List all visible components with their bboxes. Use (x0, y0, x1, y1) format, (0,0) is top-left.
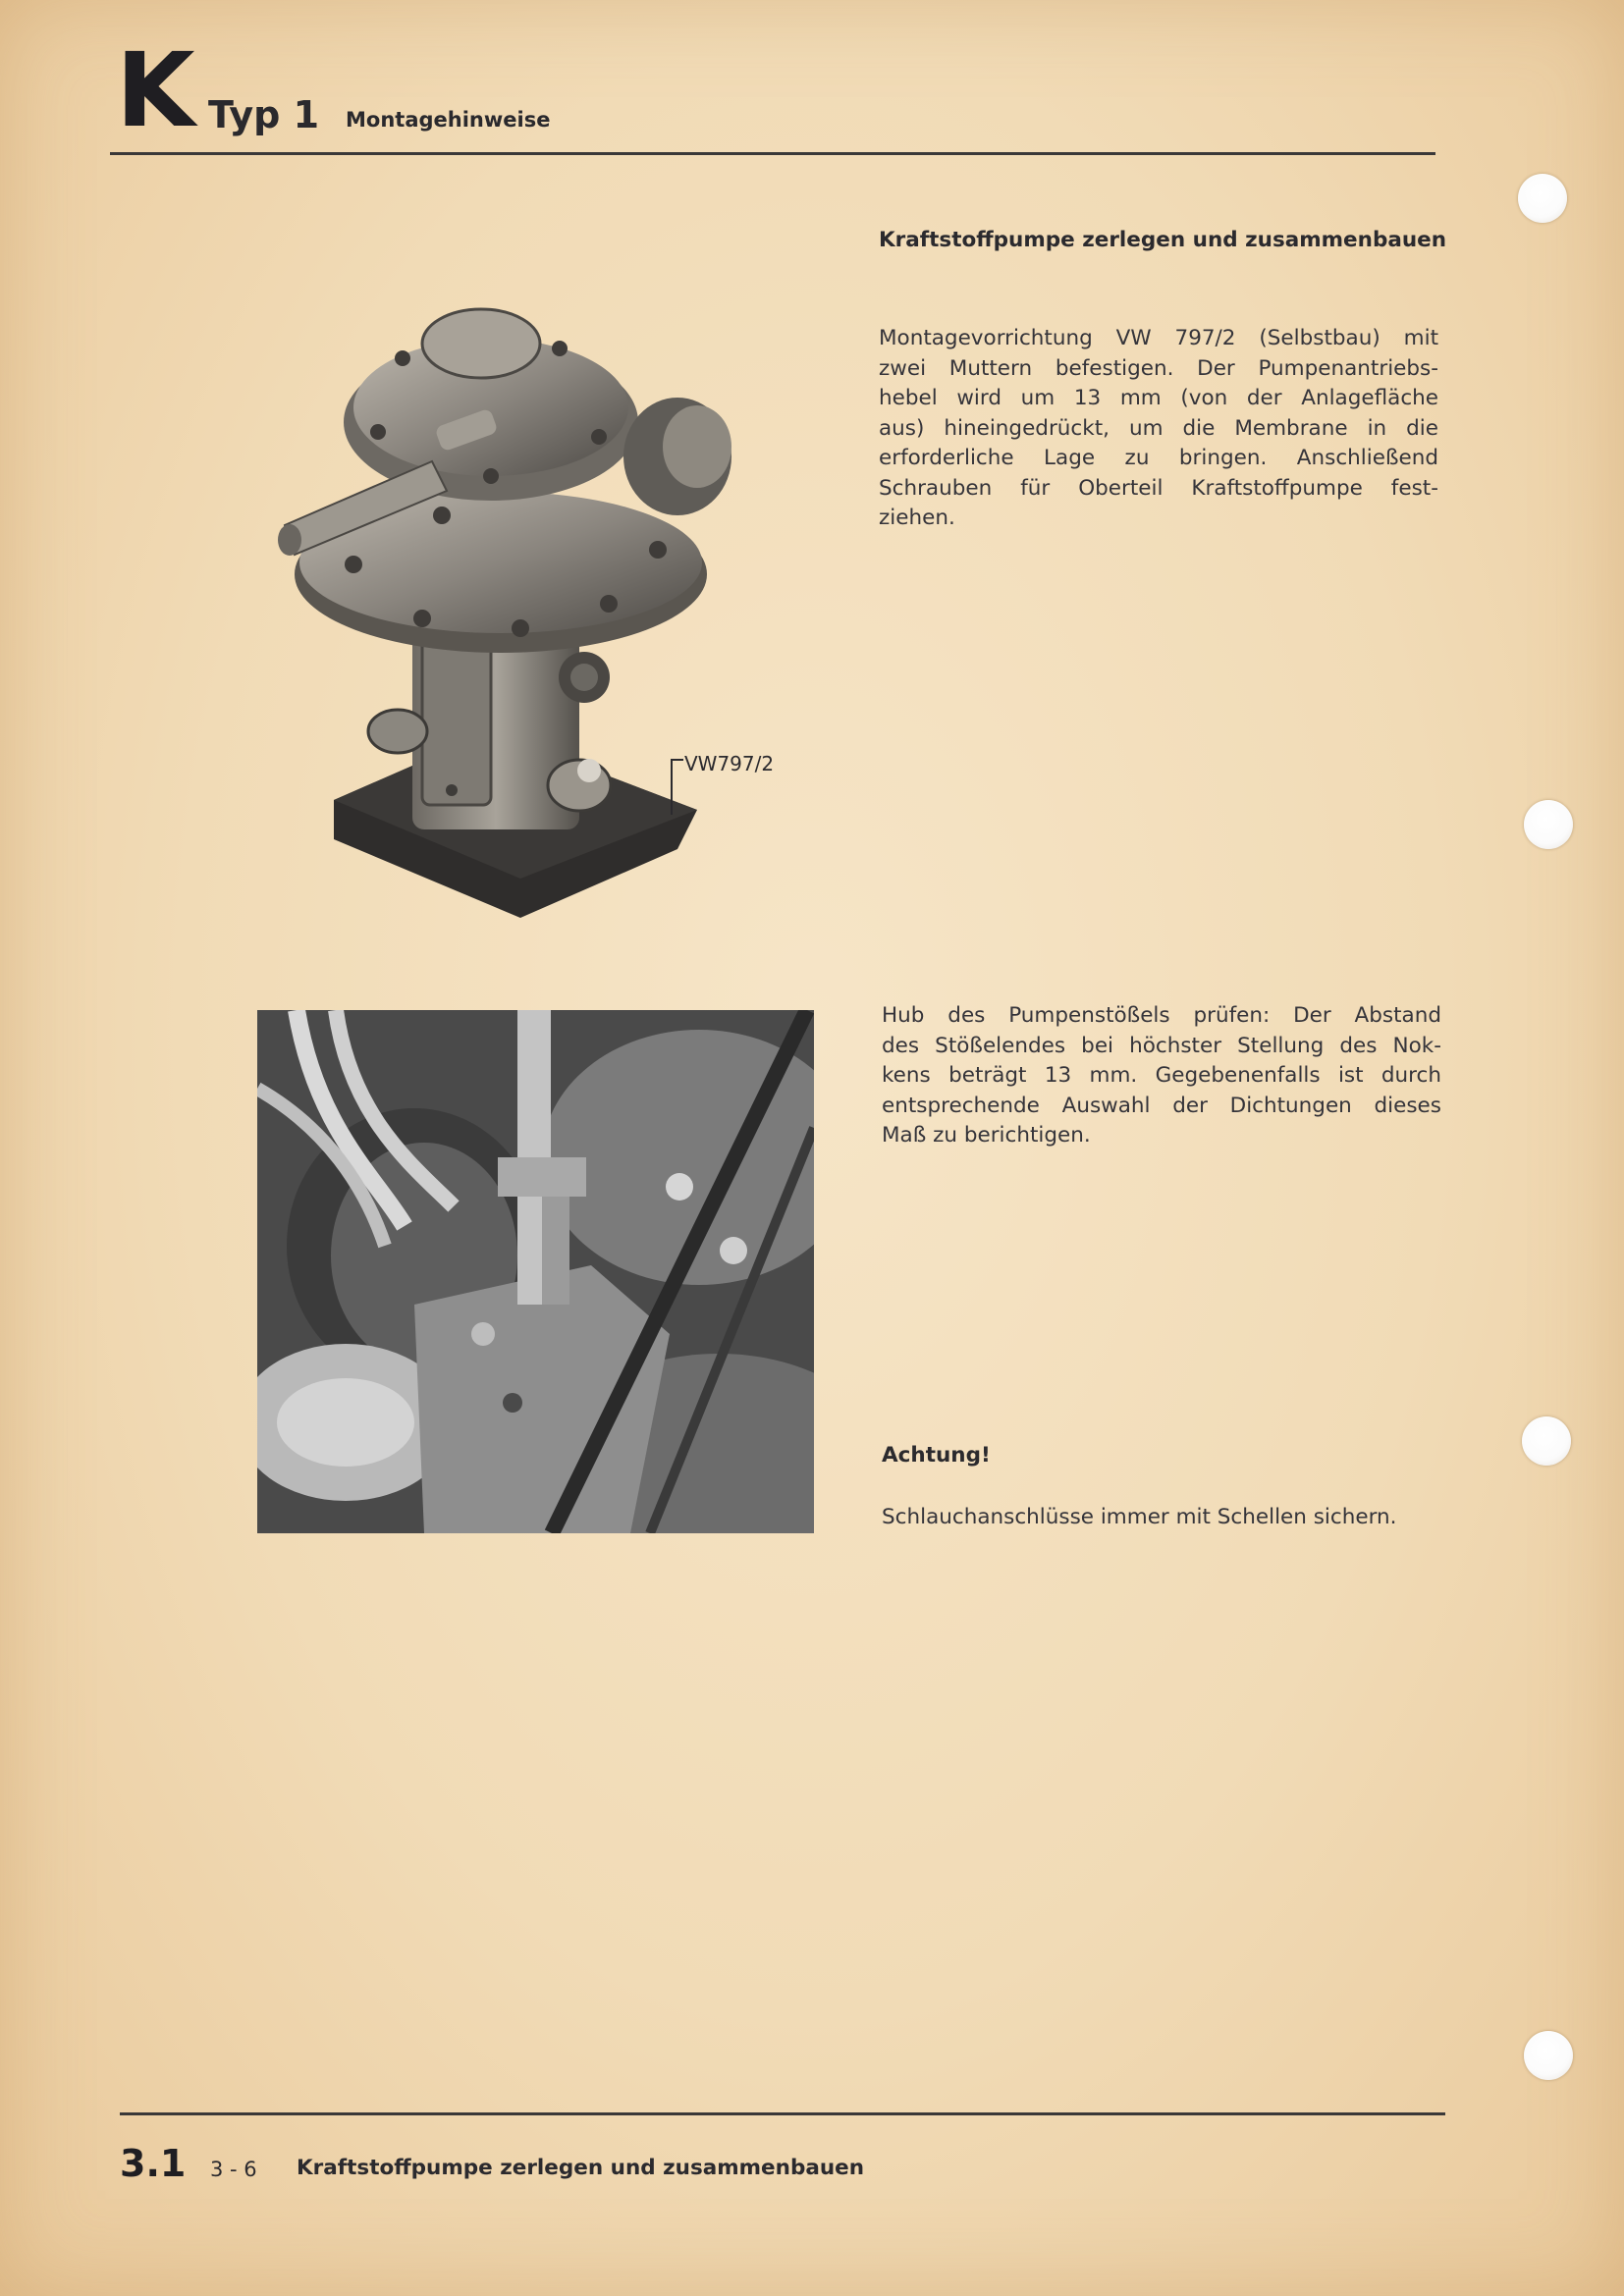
fixture-callout: VW797/2 (684, 752, 775, 775)
warning-text: Schlauchanschlüsse immer mit Schellen sichern. (882, 1505, 1397, 1529)
section-title: Kraftstoffpumpe zerlegen und zusammenbauen (879, 228, 1447, 252)
warning-title: Achtung! (882, 1443, 991, 1468)
footer-title: Kraftstoffpumpe zerlegen und zusammenbauen (297, 2156, 865, 2180)
pushrod-measurement-photo (257, 1010, 814, 1533)
paragraph-line: zwei Muttern befestigen. Der Pumpenantriebs- (879, 355, 1438, 381)
punch-hole-1 (1518, 174, 1567, 223)
vehicle-type: Typ 1 (208, 93, 320, 136)
punch-hole-4 (1524, 2031, 1573, 2080)
paragraph-line: Schrauben für Oberteil Kraftstoffpumpe fest- (879, 475, 1438, 501)
paragraph-line: erforderliche Lage zu bringen. Anschließend (879, 446, 1438, 470)
punch-hole-2 (1524, 800, 1573, 849)
header-rule (110, 152, 1435, 155)
paragraph-pushrod-stroke (882, 1001, 1441, 1151)
page-number: 3 - 6 (210, 2158, 257, 2181)
paragraph-line: ziehen. (879, 506, 955, 530)
header-title: Montagehinweise (346, 108, 551, 132)
footer-rule (120, 2112, 1445, 2115)
paragraph-line: Montagevorrichtung VW 797/2 (Selbstbau) mit (879, 326, 1438, 350)
paragraph-line: entsprechende Auswahl der Dichtungen dieses (882, 1093, 1441, 1118)
fuel-pump-photo (265, 250, 756, 928)
paragraph-line: Maß zu berichtigen. (882, 1123, 1091, 1148)
group-letter: K (116, 30, 193, 150)
paragraph-line: Hub des Pumpenstößels prüfen: Der Abstand (882, 1003, 1441, 1028)
paragraph-line: hebel wird um 13 mm (von der Anlagefläche (879, 386, 1438, 410)
paragraph-line: des Stößelendes bei höchster Stellung des Nok- (882, 1033, 1441, 1058)
paragraph-line: aus) hineingedrückt, um die Membrane in die (879, 415, 1438, 441)
paragraph-line: kens beträgt 13 mm. Gegebenenfalls ist durch (882, 1063, 1441, 1088)
section-number: 3.1 (120, 2142, 187, 2185)
punch-hole-3 (1522, 1416, 1571, 1466)
paragraph-assembly-fixture (879, 324, 1438, 534)
